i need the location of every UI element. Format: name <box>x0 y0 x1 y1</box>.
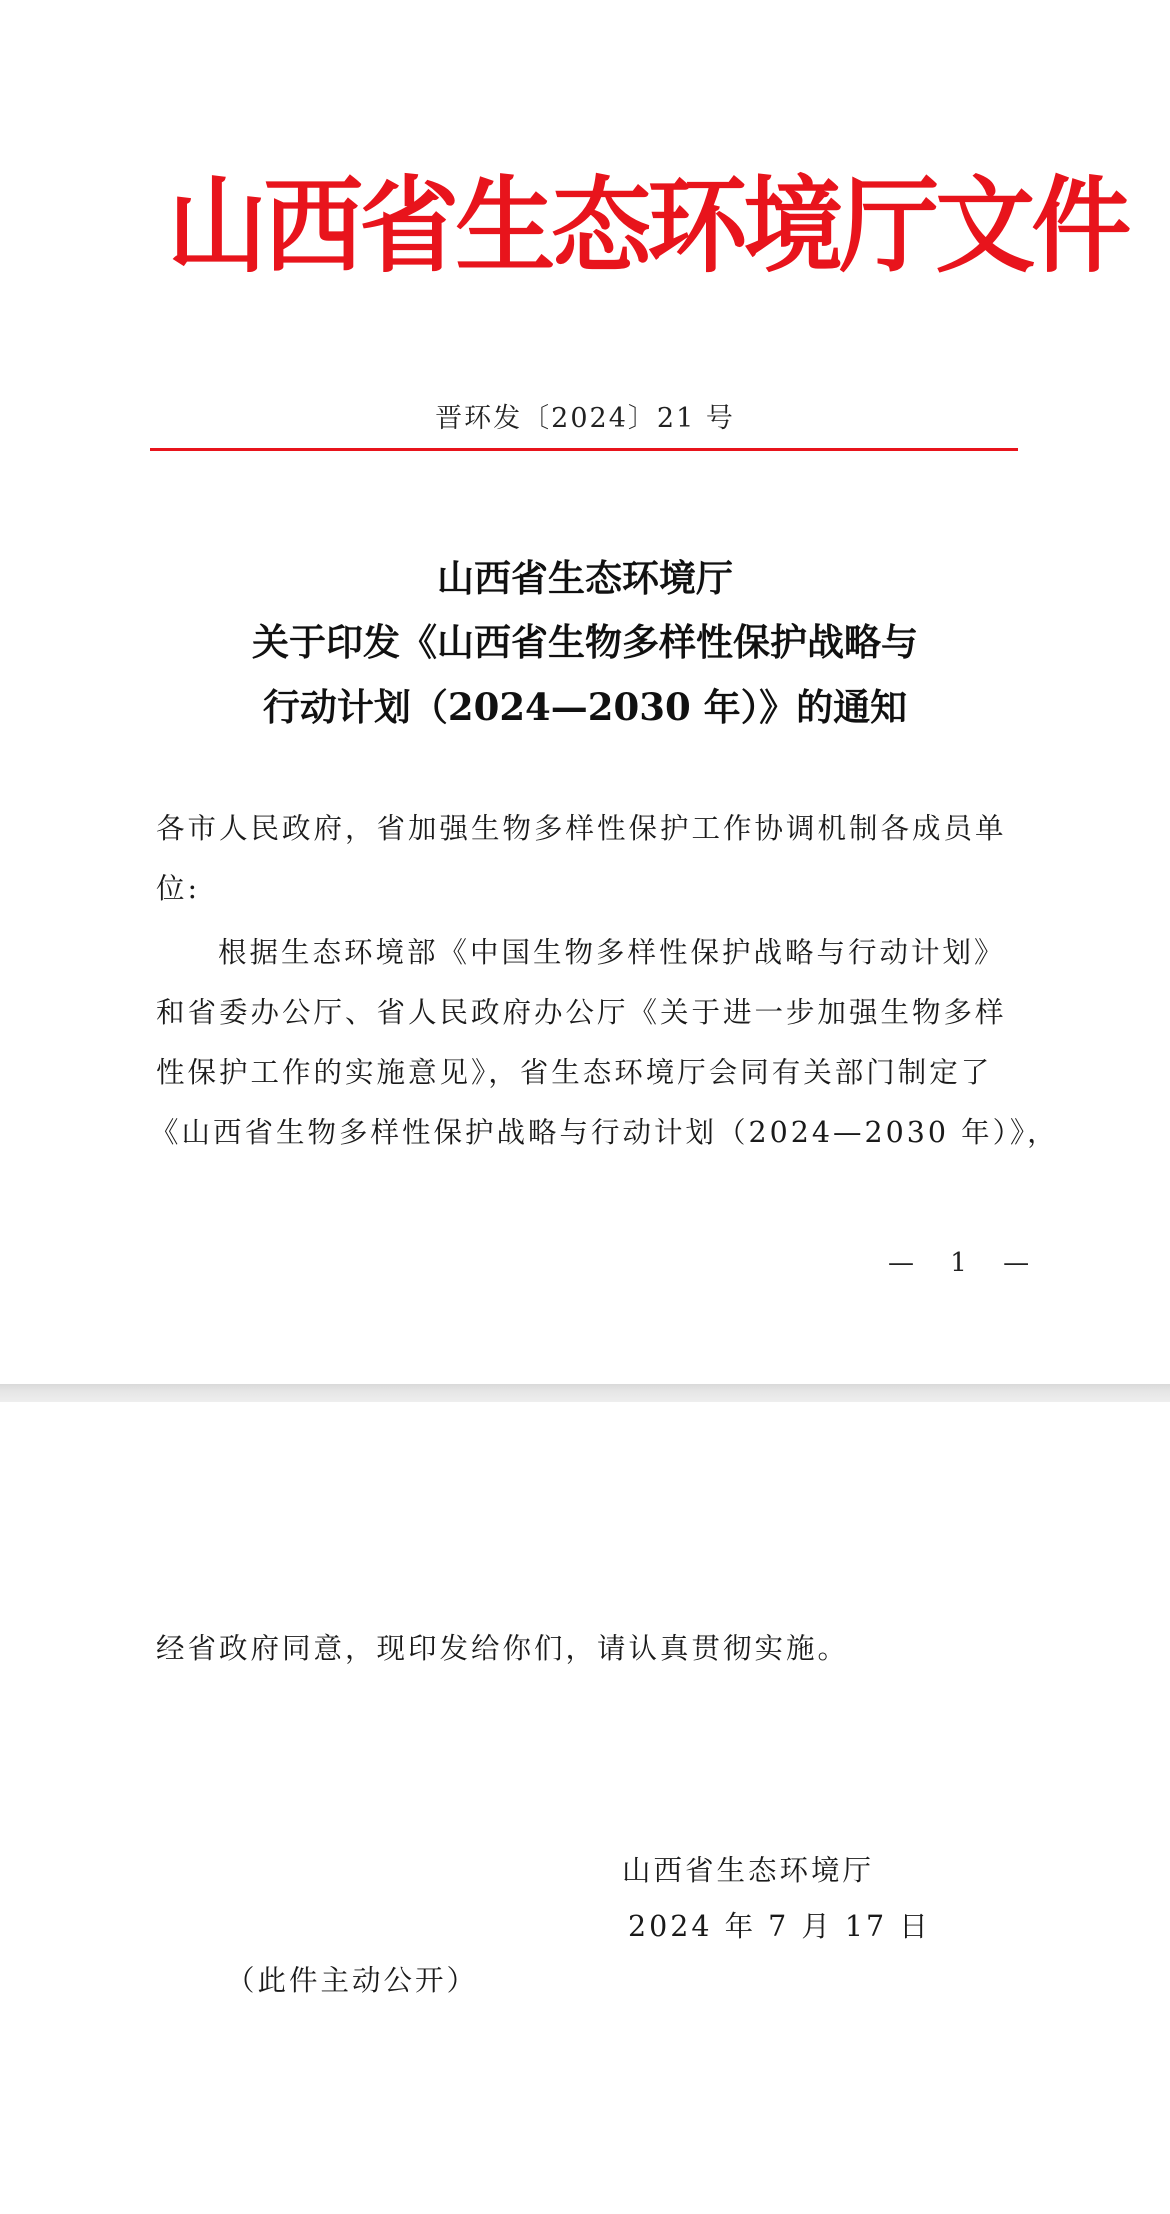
document-page-2 <box>0 1402 1170 2214</box>
body-line-paragraph-2: 和省委办公厅、省人民政府办公厅《关于进一步加强生物多样 <box>156 996 1007 1029</box>
document-number: 晋环发〔2024〕21 号 <box>435 403 735 434</box>
signature-organization: 山西省生态环境厅 <box>622 1854 875 1887</box>
page-number: — 1 — <box>888 1248 1044 1278</box>
agency-file-title: 山西省生态环境厅文件 <box>167 164 1128 287</box>
notice-title-line-3: 行动计划（2024—2030 年）》的通知 <box>262 685 908 729</box>
signature-date: 2024 年 7 月 17 日 <box>628 1910 931 1943</box>
page-separator <box>0 1384 1170 1402</box>
body-line-addressee-cont: 位: <box>156 872 201 905</box>
body-line-paragraph-4: 《山西省生物多样性保护战略与行动计划（2024—2030 年）》， <box>150 1116 1059 1149</box>
body-line-paragraph-3: 性保护工作的实施意见》，省生态环境厅会同有关部门制定了 <box>156 1056 993 1089</box>
body-line-paragraph-1: 根据生态环境部《中国生物多样性保护战略与行动计划》 <box>218 936 1006 969</box>
body-line-conclusion: 经省政府同意，现印发给你们，请认真贯彻实施。 <box>156 1632 850 1665</box>
red-divider-line <box>150 448 1018 451</box>
notice-title-line-2: 关于印发《山西省生物多样性保护战略与 <box>252 620 918 664</box>
notice-title-line-1: 山西省生态环境厅 <box>437 556 733 600</box>
body-line-addressee: 各市人民政府，省加强生物多样性保护工作协调机制各成员单 <box>156 812 1007 845</box>
disclosure-note: （此件主动公开） <box>226 1964 479 1997</box>
